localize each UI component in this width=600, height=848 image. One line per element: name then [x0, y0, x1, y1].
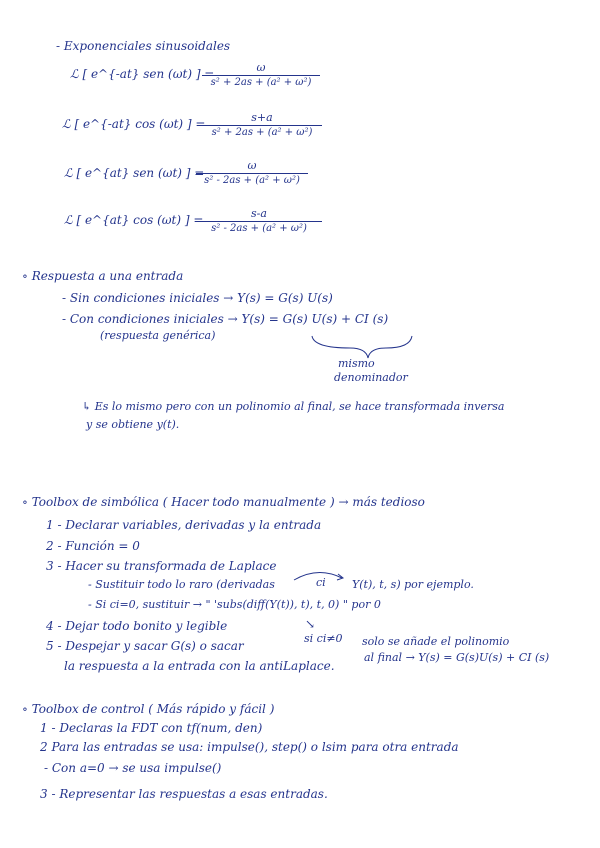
section3-step3: 3 - Hacer su transformada de Laplace: [46, 559, 277, 573]
formula2-fraction: [202, 112, 322, 138]
side-note-polinomio: solo se añade el polinomio: [362, 635, 510, 648]
section3-step1: 1 - Declarar variables, derivadas y la entrada: [46, 518, 322, 532]
section2-note-line2: y se obtiene y(t).: [86, 418, 180, 431]
side-note-ci: si ci≠0: [304, 632, 343, 645]
section3-step3a-end: Y(t), t, s) por ejemplo.: [352, 578, 474, 591]
section2-item2: - Con condiciones iniciales → Y(s) = G(s) U(s) + CI (s): [62, 312, 389, 326]
section3-step5b: la respuesta a la entrada con la antiLaplace.: [64, 659, 335, 673]
side-note-final: al final → Y(s) = G(s)U(s) + CI (s): [364, 651, 550, 664]
formula2-denominator: s² + 2as + (a² + ω²): [211, 127, 313, 138]
section3-step3b: - Si ci=0, sustituir → " 'subs(diff(Y(t)), t), t, 0) " por 0: [88, 598, 381, 611]
formula4-lhs: ℒ [ e^{at} cos (ωt) ] =: [64, 213, 204, 227]
section1-heading: - Exponenciales sinusoidales: [56, 39, 231, 53]
down-arrow-icon: ↘: [305, 617, 316, 631]
formula3-numerator: ω: [247, 159, 257, 172]
formula2-numerator: s+a: [251, 111, 273, 124]
formula4-denominator: s² - 2as + (a² + ω²): [211, 223, 307, 234]
ci-label: ci: [316, 576, 326, 589]
section2-item1: - Sin condiciones iniciales → Y(s) = G(s) U(s): [62, 291, 333, 305]
formula1-denominator: s² + 2as + (a² + ω²): [210, 77, 312, 88]
section4-step1: 1 - Declaras la FDT con tf(num, den): [40, 721, 263, 735]
section4-step2b: - Con a=0 → se usa impulse(): [44, 761, 222, 775]
mismo-label: mismo: [338, 357, 375, 370]
denominador-label: denominador: [334, 371, 408, 384]
section3-step4: 4 - Dejar todo bonito y legible: [46, 619, 228, 633]
formula4-numerator: s-a: [251, 207, 267, 220]
section4-step3: 3 - Representar las respuestas a esas entradas.: [40, 787, 328, 801]
section3-step5: 5 - Despejar y sacar G(s) o sacar: [46, 639, 244, 653]
section3-step3a: - Sustituir todo lo raro (derivadas: [88, 578, 275, 591]
section4-heading: ∘ Toolbox de control ( Más rápido y fácil ): [22, 702, 275, 716]
formula1-numerator: ω: [256, 61, 266, 74]
formula4-fraction: [196, 208, 322, 234]
section4-step2: 2 Para las entradas se usa: impulse(), step() o lsim para otra entrada: [40, 740, 459, 754]
formula1-fraction: [202, 62, 320, 88]
section2-heading: ∘ Respuesta a una entrada: [22, 269, 184, 283]
section3-heading: ∘ Toolbox de simbólica ( Hacer todo manualmente ) → más tedioso: [22, 495, 425, 509]
formula3-denominator: s² - 2as + (a² + ω²): [204, 175, 300, 186]
section2-item2-note: (respuesta genérica): [100, 329, 216, 342]
formula3-lhs: ℒ [ e^{at} sen (ωt) ] =: [64, 166, 205, 180]
formula2-lhs: ℒ [ e^{-at} cos (ωt) ] =: [62, 117, 206, 131]
section3-step2: 2 - Función = 0: [46, 539, 140, 553]
formula1-lhs: ℒ [ e^{-at} sen (ωt) ] =: [70, 67, 215, 81]
section2-note-line1: ↳ Es lo mismo pero con un polinomio al final, se hace transformada inversa: [82, 400, 505, 413]
formula3-fraction: [196, 160, 308, 186]
